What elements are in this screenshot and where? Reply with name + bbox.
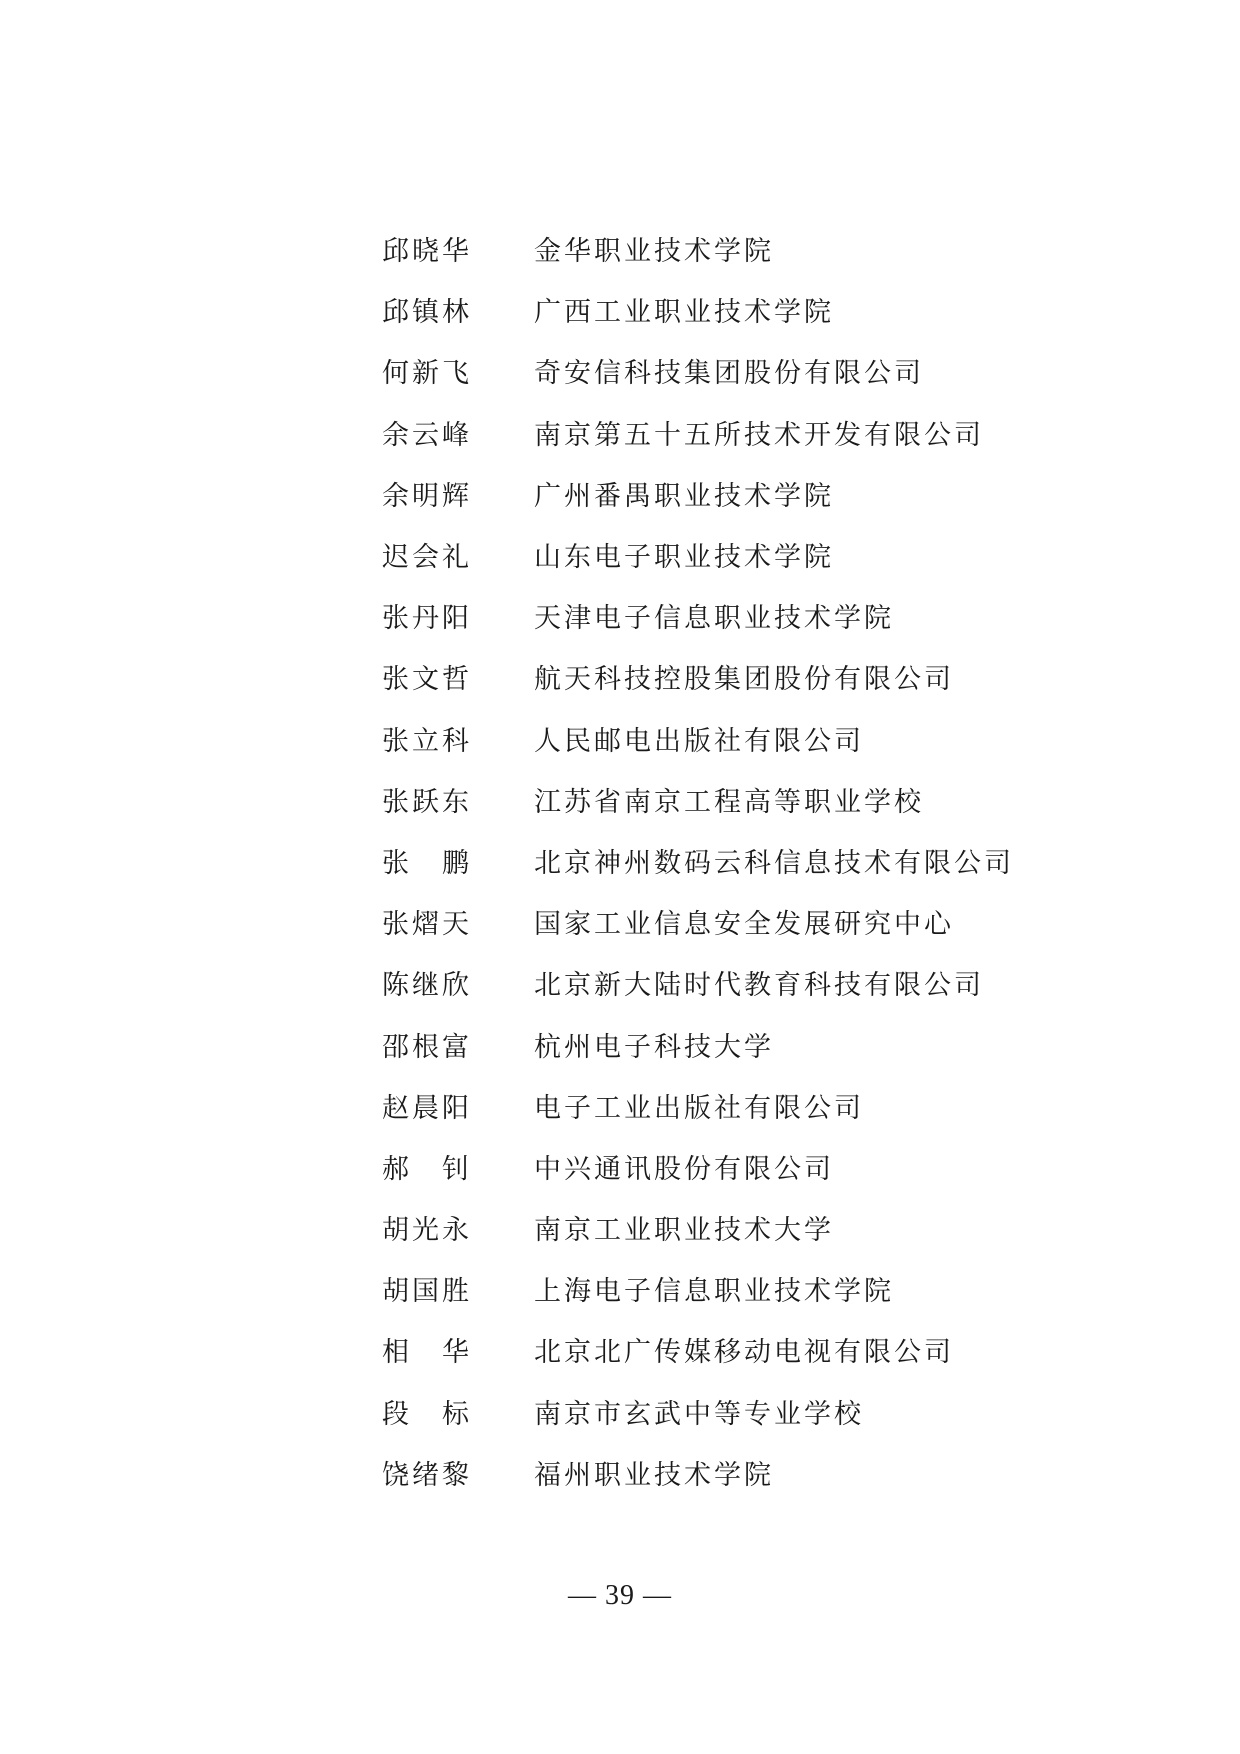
member-name: 邱晓华 (382, 236, 472, 268)
member-organization: 中兴通讯股份有限公司 (534, 1153, 834, 1185)
member-name: 张 鹏 (382, 847, 472, 879)
member-name: 何新飞 (382, 358, 472, 390)
member-organization: 广州番禺职业技术学院 (534, 480, 834, 512)
member-name: 饶绪黎 (382, 1459, 472, 1491)
member-name: 张跃东 (382, 786, 472, 818)
list-item (382, 279, 1022, 340)
member-organization: 奇安信科技集团股份有限公司 (534, 358, 924, 390)
list-item (382, 218, 1022, 279)
member-organization: 北京北广传媒移动电视有限公司 (534, 1337, 954, 1369)
list-item (382, 1319, 1022, 1380)
member-organization: 北京神州数码云科信息技术有限公司 (534, 847, 1014, 879)
member-name: 张立科 (382, 725, 472, 757)
member-name: 赵晨阳 (382, 1092, 472, 1124)
list-item (382, 1197, 1022, 1258)
member-name: 邱镇林 (382, 297, 472, 329)
member-name: 相 华 (382, 1337, 472, 1369)
list-item (382, 402, 1022, 463)
member-organization: 杭州电子科技大学 (534, 1031, 774, 1063)
member-name: 郝 钊 (382, 1153, 472, 1185)
member-organization: 金华职业技术学院 (534, 236, 774, 268)
member-name: 张熠天 (382, 909, 472, 941)
member-name: 余明辉 (382, 480, 472, 512)
list-item (382, 952, 1022, 1013)
member-organization: 航天科技控股集团股份有限公司 (534, 664, 954, 696)
list-item (382, 708, 1022, 769)
member-organization: 天津电子信息职业技术学院 (534, 603, 894, 635)
member-organization: 人民邮电出版社有限公司 (534, 725, 864, 757)
list-item (382, 340, 1022, 401)
member-name: 余云峰 (382, 419, 472, 451)
list-item (382, 1136, 1022, 1197)
member-name: 张丹阳 (382, 603, 472, 635)
list-item (382, 1013, 1022, 1074)
list-item (382, 646, 1022, 707)
member-organization: 国家工业信息安全发展研究中心 (534, 909, 954, 941)
member-name: 邵根富 (382, 1031, 472, 1063)
member-name: 胡光永 (382, 1215, 472, 1247)
list-item (382, 524, 1022, 585)
member-name: 胡国胜 (382, 1276, 472, 1308)
member-name: 段 标 (382, 1398, 472, 1430)
member-organization: 上海电子信息职业技术学院 (534, 1276, 894, 1308)
list-item (382, 1442, 1022, 1503)
list-item (382, 1075, 1022, 1136)
page-number: — 39 — (568, 1580, 672, 1611)
member-organization: 北京新大陆时代教育科技有限公司 (534, 970, 984, 1002)
list-item (382, 1258, 1022, 1319)
list-item (382, 830, 1022, 891)
member-organization: 南京市玄武中等专业学校 (534, 1398, 864, 1430)
member-name: 陈继欣 (382, 970, 472, 1002)
member-organization: 电子工业出版社有限公司 (534, 1092, 864, 1124)
member-organization: 福州职业技术学院 (534, 1459, 774, 1491)
list-item (382, 585, 1022, 646)
member-organization: 南京工业职业技术大学 (534, 1215, 834, 1247)
member-name: 张文哲 (382, 664, 472, 696)
member-organization: 南京第五十五所技术开发有限公司 (534, 419, 984, 451)
list-item (382, 769, 1022, 830)
member-list (382, 218, 1022, 1503)
member-organization: 广西工业职业技术学院 (534, 297, 834, 329)
member-name: 迟会礼 (382, 542, 472, 574)
list-item (382, 891, 1022, 952)
list-item (382, 463, 1022, 524)
member-organization: 山东电子职业技术学院 (534, 542, 834, 574)
list-item (382, 1381, 1022, 1442)
member-organization: 江苏省南京工程高等职业学校 (534, 786, 924, 818)
